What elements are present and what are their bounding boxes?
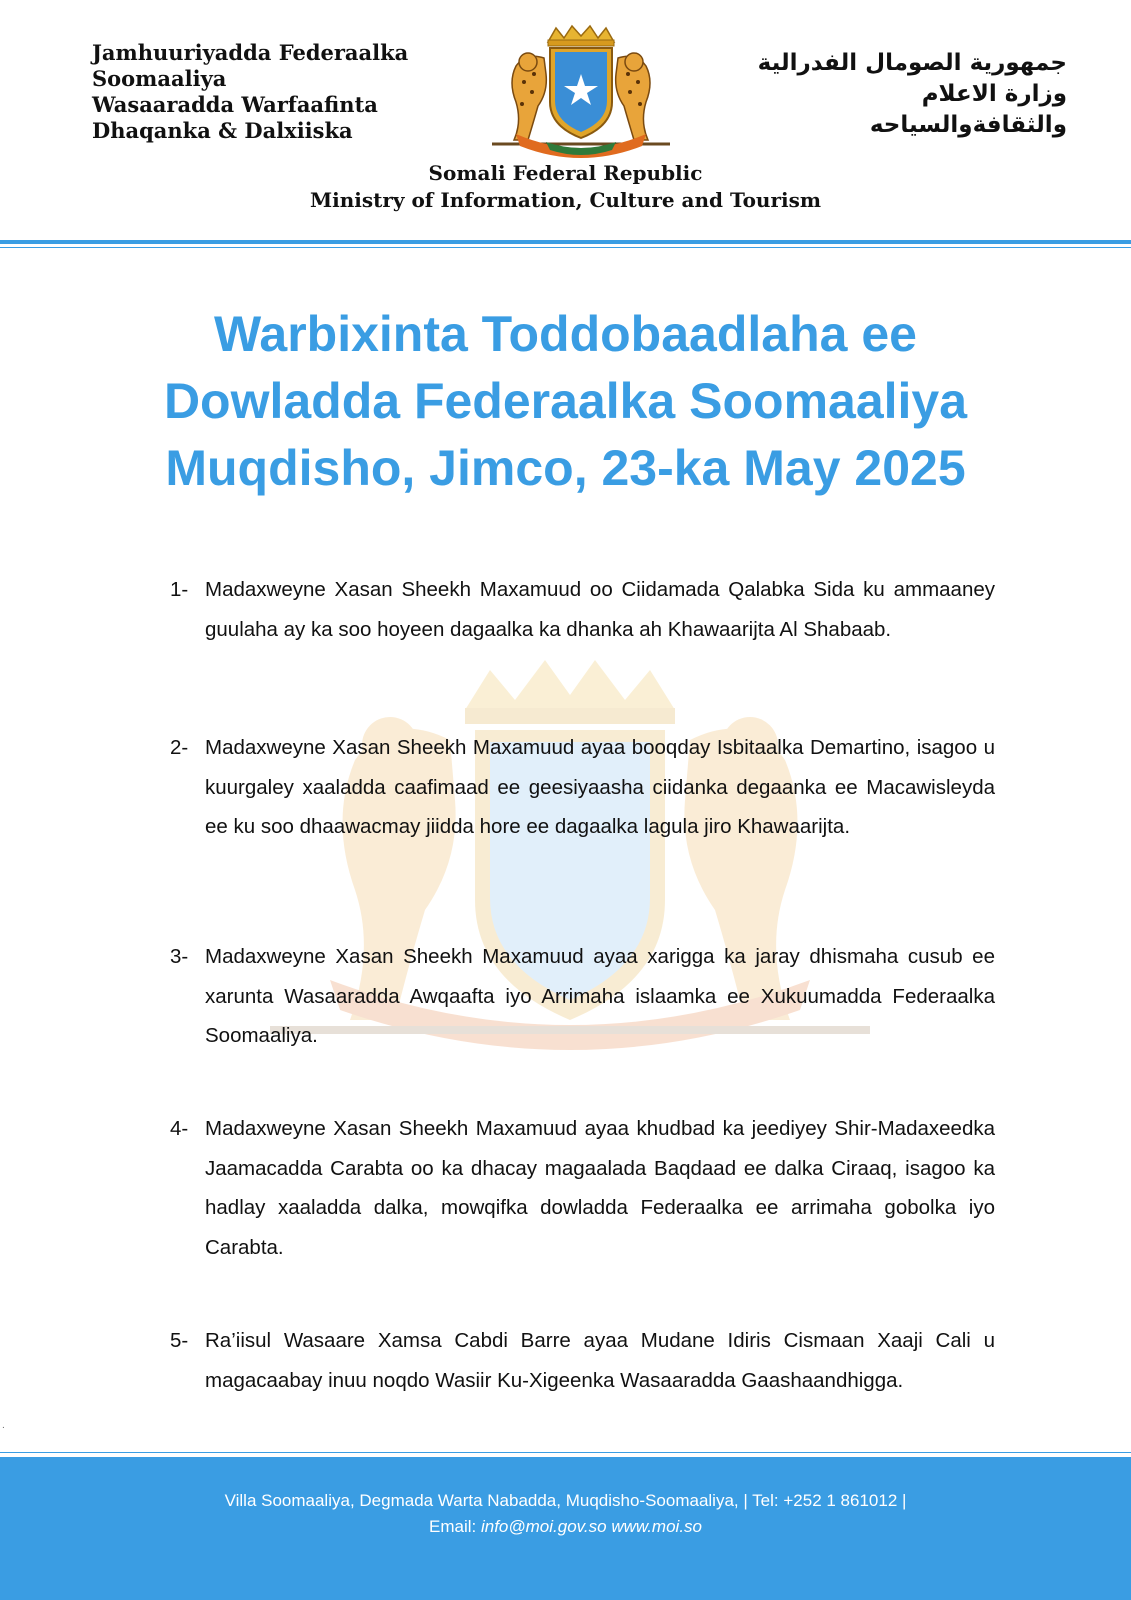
header-divider-thin bbox=[0, 247, 1131, 248]
list-item bbox=[170, 570, 995, 649]
item-text: Madaxweyne Xasan Sheekh Maxamuud ayaa xarigga ka jaray dhismaha cusub ee xarunta Wasaaradda Awqaafta iyo Arrimaha islaamka ee Xukuumadda Federaalka Soomaaliya. bbox=[205, 945, 995, 1047]
header-left-line: Wasaaradda Warfaafinta bbox=[92, 92, 378, 117]
list-item bbox=[170, 1321, 995, 1400]
header-center-line: Somali Federal Republic bbox=[428, 161, 703, 185]
title-line: Muqdisho, Jimco, 23-ka May 2025 bbox=[165, 440, 966, 496]
header-arabic-name bbox=[707, 48, 1067, 141]
item-text: Ra’iisul Wasaare Xamsa Cabdi Barre ayaa Mudane Idiris Cismaan Xaaji Cali u magacaabay inuu noqdo Wasiir Ku-Xigeenka Wasaaradda Gaashaandhigga. bbox=[205, 1329, 995, 1392]
header-divider bbox=[0, 240, 1131, 244]
list-item bbox=[170, 937, 995, 1056]
header-right-line: جمهورية الصومال الفدرالية bbox=[757, 50, 1067, 76]
header-left-line: Dhaqanka & Dalxiiska bbox=[92, 118, 353, 143]
item-number: 3- bbox=[170, 945, 189, 968]
item-number: 4- bbox=[170, 1117, 189, 1140]
item-number: 1- bbox=[170, 578, 189, 601]
stray-mark: . bbox=[2, 1420, 5, 1431]
footer-contact bbox=[0, 1514, 1131, 1540]
page-title bbox=[60, 301, 1071, 502]
footer-email-label: Email: bbox=[429, 1517, 481, 1536]
item-number: 5- bbox=[170, 1329, 189, 1352]
footer-website-link[interactable]: www.moi.so bbox=[611, 1517, 702, 1536]
footer bbox=[0, 1457, 1131, 1600]
list-item bbox=[170, 1109, 995, 1267]
list-item bbox=[170, 728, 995, 847]
header-left-line: Soomaaliya bbox=[92, 66, 227, 91]
title-line: Dowladda Federaalka Soomaaliya bbox=[163, 373, 968, 429]
item-text: Madaxweyne Xasan Sheekh Maxamuud oo Ciidamada Qalabka Sida ku ammaaney guulaha ay ka soo hoyeen dagaalka ka dhanka ah Khawaarijta Al Shabaab. bbox=[205, 578, 995, 641]
title-line: Warbixinta Toddobaadlaha ee bbox=[214, 306, 917, 362]
header-english-name bbox=[0, 160, 1131, 214]
header-somali-name bbox=[92, 40, 472, 144]
header-right-line: وزارة الاعلام bbox=[921, 81, 1067, 107]
somalia-coat-of-arms-icon bbox=[486, 22, 676, 162]
header-right-line: والثقافةوالسياحه bbox=[869, 112, 1067, 138]
footer-divider bbox=[0, 1452, 1131, 1453]
item-number: 2- bbox=[170, 736, 189, 759]
item-text: Madaxweyne Xasan Sheekh Maxamuud ayaa booqday Isbitaalka Demartino, isagoo u kuurgaley xaaladda caafimaad ee geesiyaasha ciidanka degaanka ee Macawisleyda ee ku soo dhaawacmay jiidda hore ee dagaalka lagula jiro Khawaarijta. bbox=[205, 736, 995, 838]
header-center-line: Ministry of Information, Culture and Tourism bbox=[309, 188, 822, 212]
footer-address: Villa Soomaaliya, Degmada Warta Nabadda, Muqdisho-Soomaaliya, | Tel: +252 1 861012 | bbox=[224, 1491, 907, 1510]
item-text: Madaxweyne Xasan Sheekh Maxamuud ayaa khudbad ka jeediyey Shir-Madaxeedka Jaamacadda Carabta oo ka dhacay magaalada Baqdaad ee dalka Ciraaq, isagoo ka hadlay xaaladda dalka, mowqifka dowladda Federaalka ee arrimaha gobolka iyo Carabta. bbox=[205, 1117, 995, 1259]
header-left-line: Jamhuuriyadda Federaalka bbox=[92, 40, 409, 65]
footer-email-link[interactable]: info@moi.gov.so bbox=[480, 1517, 607, 1536]
